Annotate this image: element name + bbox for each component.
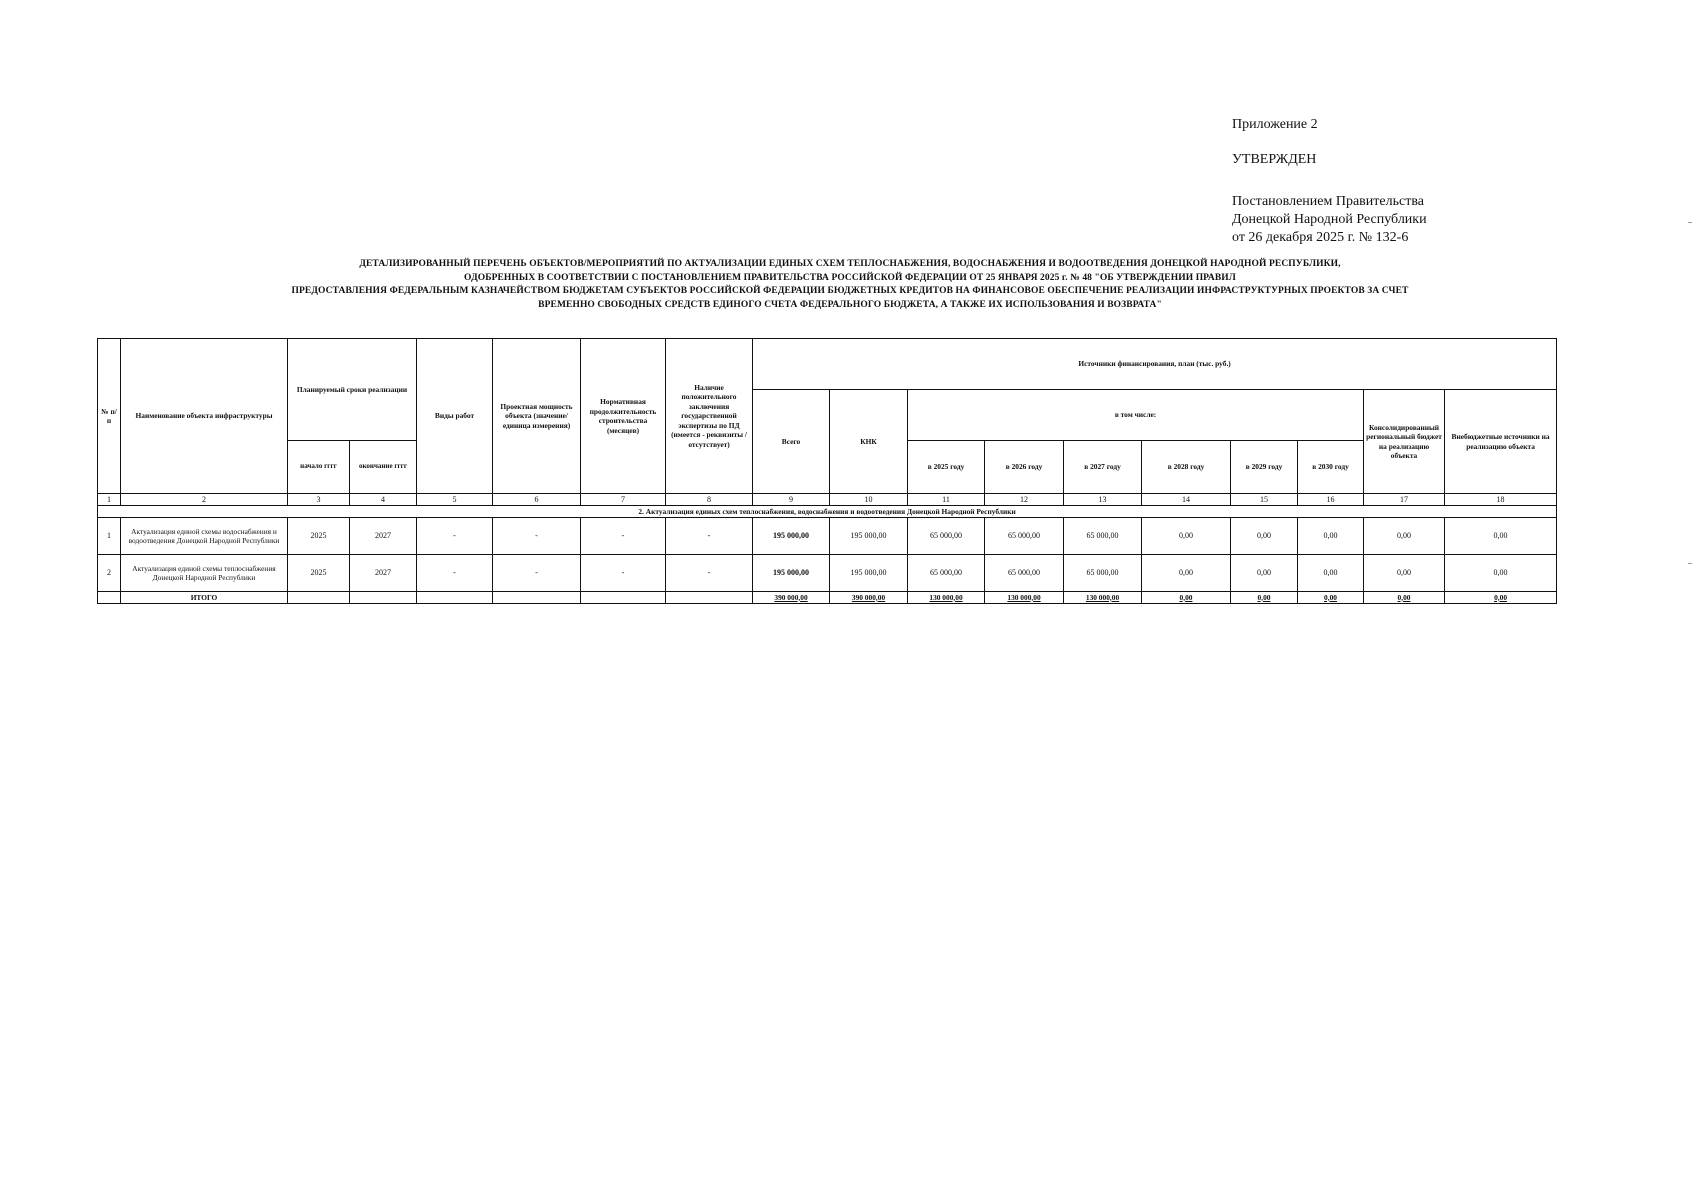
table-row xyxy=(98,555,1557,592)
decree-line-3: от 26 декабря 2025 г. № 132-6 xyxy=(1232,230,1409,245)
header-expertise: Наличие положительного заключения государственной экспертизы по ПД (имеется - реквизиты / отсутствует) xyxy=(666,339,753,494)
header-name: Наименование объекта инфраструктуры xyxy=(121,339,288,494)
column-number: 9 xyxy=(753,494,830,506)
column-number: 7 xyxy=(581,494,666,506)
header-2025: в 2025 году xyxy=(908,441,985,494)
objects-table xyxy=(97,338,1557,604)
header-planned-terms: Планируемый сроки реализации xyxy=(288,339,417,441)
section-title: 2. Актуализация единых схем теплоснабжения, водоснабжения и водоотведения Донецкой Народной Республики xyxy=(98,506,1557,518)
table-row xyxy=(98,518,1557,555)
header-capacity: Проектная мощность объекта (значение/единица измерения) xyxy=(493,339,581,494)
total-2025: 130 000,00 xyxy=(908,592,985,604)
total-sum: 390 000,00 xyxy=(753,592,830,604)
total-empty xyxy=(350,592,417,604)
row-extrabudget: 0,00 xyxy=(1445,555,1557,592)
header-duration: Нормативная продолжительность строительства (месяцев) xyxy=(581,339,666,494)
row-name: Актуализация единой схемы теплоснабжения Донецкой Народной Республики xyxy=(121,555,288,592)
title-line-1: ДЕТАЛИЗИРОВАННЫЙ ПЕРЕЧЕНЬ ОБЪЕКТОВ/МЕРОПРИЯТИЙ ПО АКТУАЛИЗАЦИИ ЕДИНЫХ СХЕМ ТЕПЛОСНАБЖЕНИЯ, ВОДОСНАБЖЕНИЯ И ВОДООТВЕДЕНИЯ ДОНЕЦКОЙ НАРОДНОЙ РЕСПУБЛИКИ, xyxy=(359,259,1341,269)
header-end: окончание гггг xyxy=(350,441,417,494)
row-total: 195 000,00 xyxy=(753,518,830,555)
approved-label: УТВЕРЖДЕН xyxy=(1232,152,1317,167)
header-2028: в 2028 году xyxy=(1142,441,1231,494)
decree-line-1: Постановлением Правительства xyxy=(1232,194,1424,209)
row-total: 195 000,00 xyxy=(753,555,830,592)
row-2028: 0,00 xyxy=(1142,555,1231,592)
header-work-types: Виды работ xyxy=(417,339,493,494)
header-knk: КНК xyxy=(830,390,908,494)
row-no: 2 xyxy=(98,555,121,592)
column-number-row xyxy=(98,494,1557,506)
row-2025: 65 000,00 xyxy=(908,518,985,555)
row-work: - xyxy=(417,555,493,592)
total-row xyxy=(98,592,1557,604)
row-knk: 195 000,00 xyxy=(830,555,908,592)
header-2027: в 2027 году xyxy=(1064,441,1142,494)
column-number: 12 xyxy=(985,494,1064,506)
total-knk: 390 000,00 xyxy=(830,592,908,604)
column-number: 14 xyxy=(1142,494,1231,506)
row-2028: 0,00 xyxy=(1142,518,1231,555)
row-no: 1 xyxy=(98,518,121,555)
row-extrabudget: 0,00 xyxy=(1445,518,1557,555)
title-line-4: ВРЕМЕННО СВОБОДНЫХ СРЕДСТВ ЕДИНОГО СЧЕТА ФЕДЕРАЛЬНОГО БЮДЖЕТА, А ТАКЖЕ ИХ ИСПОЛЬЗОВАНИЯ И ВОЗВРАТА" xyxy=(538,299,1162,310)
header-extrabudget: Внебюджетные источники на реализацию объекта xyxy=(1445,390,1557,494)
row-2026: 65 000,00 xyxy=(985,518,1064,555)
column-number: 1 xyxy=(98,494,121,506)
row-2027: 65 000,00 xyxy=(1064,518,1142,555)
column-number: 5 xyxy=(417,494,493,506)
total-consolidated: 0,00 xyxy=(1364,592,1445,604)
total-label: ИТОГО xyxy=(121,592,288,604)
column-number: 15 xyxy=(1231,494,1298,506)
row-2030: 0,00 xyxy=(1298,555,1364,592)
column-number: 16 xyxy=(1298,494,1364,506)
row-start: 2025 xyxy=(288,518,350,555)
title-line-2: ОДОБРЕННЫХ В СООТВЕТСТВИИ С ПОСТАНОВЛЕНИЕМ ПРАВИТЕЛЬСТВА РОССИЙСКОЙ ФЕДЕРАЦИИ ОТ 25 ЯНВАРЯ 2025 г. № 48 "ОБ УТВЕРЖДЕНИИ ПРАВИЛ xyxy=(464,272,1236,283)
header-consolidated: Консолидированный региональный бюджет на реализацию объекта xyxy=(1364,390,1445,494)
header-total: Всего xyxy=(753,390,830,494)
column-number: 17 xyxy=(1364,494,1445,506)
column-number: 18 xyxy=(1445,494,1557,506)
row-2026: 65 000,00 xyxy=(985,555,1064,592)
row-end: 2027 xyxy=(350,518,417,555)
header-2029: в 2029 году xyxy=(1231,441,1298,494)
total-2027: 130 000,00 xyxy=(1064,592,1142,604)
margin-tick-mark xyxy=(1688,563,1692,564)
margin-tick-mark xyxy=(1688,222,1692,223)
header-2030: в 2030 году xyxy=(1298,441,1364,494)
header-including: в том числе: xyxy=(908,390,1364,441)
row-2029: 0,00 xyxy=(1231,555,1298,592)
total-2028: 0,00 xyxy=(1142,592,1231,604)
total-empty xyxy=(417,592,493,604)
row-duration: - xyxy=(581,555,666,592)
column-number: 4 xyxy=(350,494,417,506)
header-2026: в 2026 году xyxy=(985,441,1064,494)
title-line-3: ПРЕДОСТАВЛЕНИЯ ФЕДЕРАЛЬНЫМ КАЗНАЧЕЙСТВОМ БЮДЖЕТАМ СУБЪЕКТОВ РОССИЙСКОЙ ФЕДЕРАЦИИ БЮДЖЕТНЫХ КРЕДИТОВ НА ФИНАНСОВОЕ ОБЕСПЕЧЕНИЕ РЕАЛИЗАЦИИ ИНФРАСТРУКТУРНЫХ ПРОЕКТОВ ЗА СЧЕТ xyxy=(291,286,1409,296)
row-consolidated: 0,00 xyxy=(1364,518,1445,555)
total-empty xyxy=(493,592,581,604)
row-work: - xyxy=(417,518,493,555)
column-number: 6 xyxy=(493,494,581,506)
row-duration: - xyxy=(581,518,666,555)
column-number: 2 xyxy=(121,494,288,506)
header-funding-sources: Источники финансирования, план (тыс. руб.) xyxy=(753,339,1557,390)
header-row-1 xyxy=(98,339,1557,390)
column-number: 11 xyxy=(908,494,985,506)
row-start: 2025 xyxy=(288,555,350,592)
row-2027: 65 000,00 xyxy=(1064,555,1142,592)
total-empty xyxy=(581,592,666,604)
column-number: 13 xyxy=(1064,494,1142,506)
approval-block xyxy=(1232,116,1427,247)
decree-line-2: Донецкой Народной Республики xyxy=(1232,212,1427,227)
total-empty xyxy=(288,592,350,604)
total-extrabudget: 0,00 xyxy=(1445,592,1557,604)
header-start: начало гггг xyxy=(288,441,350,494)
row-consolidated: 0,00 xyxy=(1364,555,1445,592)
row-end: 2027 xyxy=(350,555,417,592)
section-row xyxy=(98,506,1557,518)
document-title xyxy=(160,258,1540,312)
row-capacity: - xyxy=(493,555,581,592)
row-capacity: - xyxy=(493,518,581,555)
row-expertise: - xyxy=(666,518,753,555)
total-2029: 0,00 xyxy=(1231,592,1298,604)
total-empty xyxy=(666,592,753,604)
total-empty xyxy=(98,592,121,604)
appendix-label: Приложение 2 xyxy=(1232,117,1318,132)
row-2029: 0,00 xyxy=(1231,518,1298,555)
column-number: 8 xyxy=(666,494,753,506)
row-2030: 0,00 xyxy=(1298,518,1364,555)
total-2026: 130 000,00 xyxy=(985,592,1064,604)
column-number: 10 xyxy=(830,494,908,506)
row-name: Актуализация единой схемы водоснабжения и водоотведения Донецкой Народной Республики xyxy=(121,518,288,555)
row-knk: 195 000,00 xyxy=(830,518,908,555)
column-number: 3 xyxy=(288,494,350,506)
row-expertise: - xyxy=(666,555,753,592)
header-no: № п/п xyxy=(98,339,121,494)
row-2025: 65 000,00 xyxy=(908,555,985,592)
total-2030: 0,00 xyxy=(1298,592,1364,604)
